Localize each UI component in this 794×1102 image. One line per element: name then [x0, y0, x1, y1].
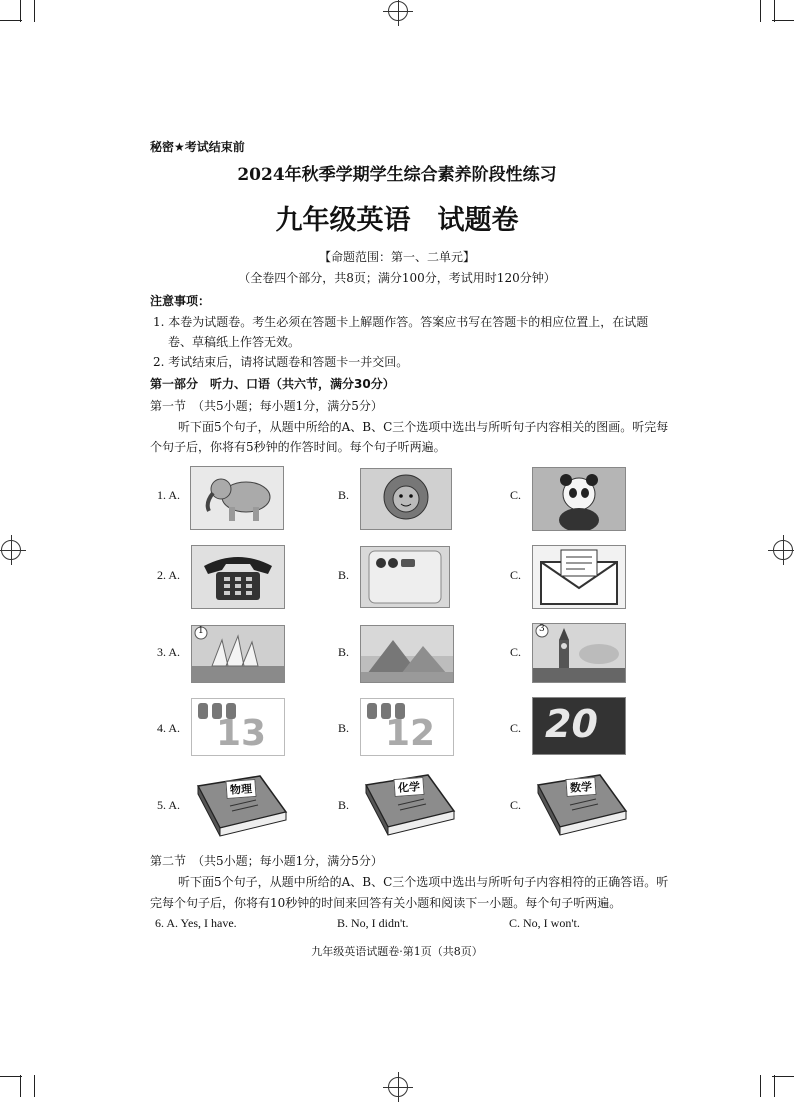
question-6-option-b: B. No, I didn't. — [337, 916, 409, 930]
book-title: 物理 — [225, 779, 256, 799]
page-footer: 九年级英语试题卷·第1页（共8页） — [311, 945, 483, 958]
letter-icon — [532, 545, 626, 609]
section2-instructions-cont: 完每个句子后，你将有10秒钟的时间来回答有关小题和阅读下一小题。每个句子听两遍。 — [150, 896, 622, 910]
question-4-label: 4. A. — [157, 721, 181, 735]
crop-mark — [0, 1076, 22, 1077]
crop-mark — [20, 0, 21, 22]
section2-heading: 第二节 （共5小题；每小题1分，满分5分） — [150, 854, 383, 868]
option-c-label: C. — [510, 798, 522, 812]
panda-icon — [532, 467, 626, 531]
crop-mark — [772, 1076, 794, 1077]
chemistry-book-icon — [358, 771, 458, 837]
option-b-label: B. — [338, 568, 350, 582]
question-3-label: 3. A. — [157, 645, 181, 659]
registration-mark-icon — [773, 540, 793, 560]
number-label: 20 — [545, 702, 598, 746]
crop-mark — [774, 1075, 775, 1097]
option-b-label: B. — [338, 488, 350, 502]
physics-book-icon — [190, 772, 290, 838]
number-12-icon — [360, 698, 454, 756]
number-label: 12 — [385, 713, 436, 754]
book-title: 数学 — [565, 777, 596, 797]
option-c-label: C. — [510, 721, 522, 735]
confidential-label: 秘密★考试结束前 — [150, 140, 245, 154]
exam-scope: 【命题范围：第一、二单元】 — [318, 250, 475, 264]
notice-item-1-cont: 卷、草稿纸上作答无效。 — [168, 335, 301, 349]
crop-mark — [772, 20, 794, 21]
lion-icon — [360, 468, 452, 530]
opera-house-icon — [191, 625, 285, 683]
registration-mark-icon — [388, 1077, 408, 1097]
option-c-label: C. — [510, 568, 522, 582]
book-title: 化学 — [393, 777, 424, 797]
question-2-label: 2. A. — [157, 568, 181, 582]
exam-info: （全卷四个部分，共8页；满分100分，考试用时120分钟） — [238, 271, 556, 285]
crop-mark — [0, 20, 22, 21]
number-13-icon — [191, 698, 285, 756]
notice-item-2: 2. 考试结束后，请将试题卷和答题卡一并交回。 — [153, 355, 409, 369]
question-6-option-a: 6. A. Yes, I have. — [155, 916, 237, 930]
notice-heading: 注意事项： — [150, 294, 211, 308]
crop-mark — [760, 0, 761, 22]
registration-mark-icon — [1, 540, 21, 560]
number-label: 13 — [216, 713, 267, 754]
crop-mark — [20, 1075, 21, 1097]
option-c-label: C. — [510, 488, 522, 502]
option-b-label: B. — [338, 721, 350, 735]
big-ben-icon — [532, 623, 626, 683]
section2-instructions: 听下面5个句子，从题中所给的A、B、C三个选项中选出与所听句子内容相符的正确答语。听 — [178, 875, 669, 889]
question-5-label: 5. A. — [157, 798, 181, 812]
telephone-icon — [191, 545, 285, 609]
mobile-phone-icon — [360, 546, 450, 608]
crop-mark — [774, 0, 775, 22]
page-title: 九年级英语 试题卷 — [275, 205, 519, 236]
notice-item-1: 1. 本卷为试题卷。考生必须在答题卡上解题作答。答案应书写在答题卡的相应位置上，在试题 — [153, 315, 649, 329]
option-b-label: B. — [338, 798, 350, 812]
crop-mark — [34, 1075, 35, 1097]
section1-instructions: 听下面5个句子，从题中所给的A、B、C三个选项中选出与所听句子内容相关的图画。听完每 — [178, 420, 669, 434]
question-1-label: 1. A. — [157, 488, 181, 502]
option-c-label: C. — [510, 645, 522, 659]
picture-number: 3 — [539, 624, 545, 634]
section1-heading: 第一节 （共5小题；每小题1分，满分5分） — [150, 399, 383, 413]
section1-instructions-cont: 个句子后，你将有5秒钟的作答时间。每个句子听两遍。 — [150, 440, 446, 454]
number-20-icon — [532, 697, 626, 755]
exam-subtitle: 2024年秋季学期学生综合素养阶段性练习 — [237, 165, 557, 185]
math-book-icon — [530, 771, 630, 837]
option-b-label: B. — [338, 645, 350, 659]
crop-mark — [34, 0, 35, 22]
elephant-icon — [190, 466, 284, 530]
question-6-option-c: C. No, I won't. — [509, 916, 580, 930]
pyramids-icon — [360, 625, 454, 683]
crop-mark — [760, 1075, 761, 1097]
picture-number: 1 — [198, 626, 204, 636]
registration-mark-icon — [388, 1, 408, 21]
part1-heading: 第一部分 听力、口语（共六节，满分30分） — [150, 377, 395, 391]
